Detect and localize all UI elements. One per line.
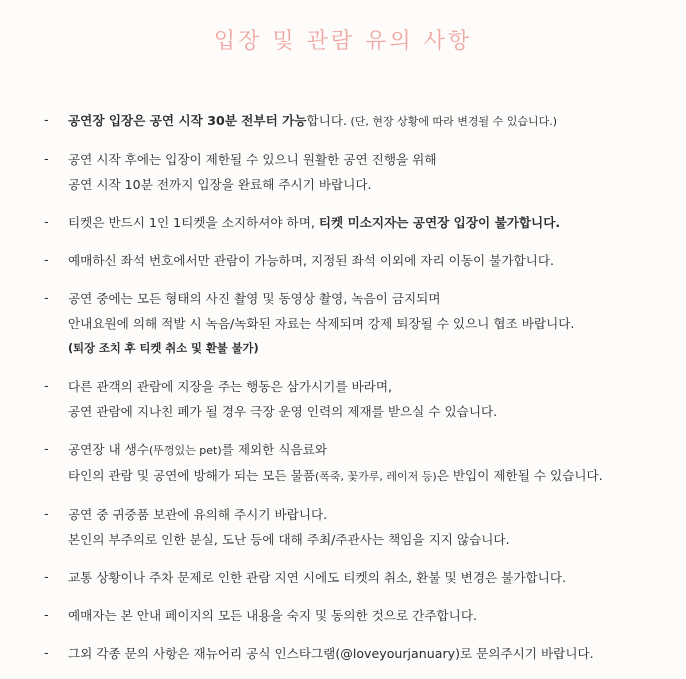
item-line (68, 210, 674, 235)
list-item (44, 286, 674, 361)
emphasis-text: 공연장 입장은 공연 시작 30분 전부터 가능 (68, 113, 307, 128)
dash-bullet: - (44, 379, 49, 394)
item-line (68, 463, 674, 489)
list-item (44, 603, 674, 628)
item-line: 공연 관람에 지나친 폐가 될 경우 극장 운영 인력의 제재를 받으실 수 있습니다. (68, 404, 498, 419)
dash-bullet: - (44, 291, 49, 306)
dash-bullet: - (44, 113, 49, 128)
dash-bullet: - (44, 646, 49, 661)
item-line: 교통 상황이나 주차 문제로 인한 관람 지연 시에도 티켓의 취소, 환불 및 변경은 불가합니다. (68, 570, 567, 585)
item-text: 은 반입이 제한될 수 있습니다. (436, 468, 603, 483)
item-line: 예매하신 좌석 번호에서만 관람이 가능하며, 지정된 좌석 이외에 자리 이동이 불가합니다. (68, 253, 554, 268)
item-text: 공연장 내 생수 (68, 442, 149, 457)
item-line: 예매자는 본 안내 페이지의 모든 내용을 숙지 및 동의한 것으로 간주합니다. (68, 608, 478, 623)
dash-bullet: - (44, 570, 49, 585)
list-item (44, 210, 674, 235)
item-line: 안내요원에 의해 적발 시 녹음/녹화된 자료는 삭제되며 강제 퇴장될 수 있으니 협조 바랍니다. (68, 316, 575, 331)
item-text: 티켓은 반드시 1인 1티켓을 소지하셔야 하며, (68, 215, 319, 230)
item-note: (폭죽, 꽃가루, 레이저 등) (315, 470, 437, 483)
dash-bullet: - (44, 608, 49, 623)
item-line (68, 108, 674, 134)
list-item (44, 147, 674, 197)
item-line: 공연 시작 10분 전까지 입장을 완료해 주시기 바랍니다. (68, 177, 372, 192)
emphasis-text: 티켓 미소지자는 공연장 입장이 불가합니다. (318, 215, 561, 230)
item-note: (퇴장 조치 후 티켓 취소 및 환불 불가) (68, 342, 259, 355)
item-line (68, 437, 674, 463)
list-item (44, 108, 674, 134)
item-line: 공연 중 귀중품 보관에 유의해 주시기 바랍니다. (68, 507, 328, 522)
dash-bullet: - (44, 215, 49, 230)
page-title: 입장 및 관람 유의 사항 (213, 29, 473, 54)
item-text: 타인의 관람 및 공연에 방해가 되는 모든 물품 (68, 468, 316, 483)
item-line: 공연 시작 후에는 입장이 제한될 수 있으니 원활한 공연 진행을 위해 (68, 152, 437, 167)
item-text: 합니다. (306, 113, 347, 128)
dash-bullet: - (44, 442, 49, 457)
list-item (44, 437, 674, 489)
item-line: 본인의 부주의로 인한 분실, 도난 등에 대해 주최/주관사는 책임을 지지 않습니다. (68, 532, 510, 547)
item-line: 그외 각종 문의 사항은 재뉴어리 공식 인스타그램(@loveyourjanuary)로 문의주시기 바랍니다. (68, 646, 594, 661)
dash-bullet: - (44, 507, 49, 522)
dash-bullet: - (44, 152, 49, 167)
list-item (44, 374, 674, 424)
dash-bullet: - (44, 253, 49, 268)
list-item (44, 248, 674, 273)
list-item (44, 641, 674, 666)
item-note: (뚜껑있는 pet) (149, 444, 222, 457)
list-item (44, 565, 674, 590)
item-line: 다른 관객의 관람에 지장을 주는 행동은 삼가시기를 바라며, (68, 379, 392, 394)
notice-list (44, 108, 674, 679)
item-line: 공연 중에는 모든 형태의 사진 촬영 및 동영상 촬영, 녹음이 금지되며 (68, 291, 441, 306)
item-text: 를 제외한 식음료와 (221, 442, 327, 457)
list-item (44, 502, 674, 552)
item-note: (단, 현장 상황에 따라 변경될 수 있습니다.) (346, 115, 558, 128)
